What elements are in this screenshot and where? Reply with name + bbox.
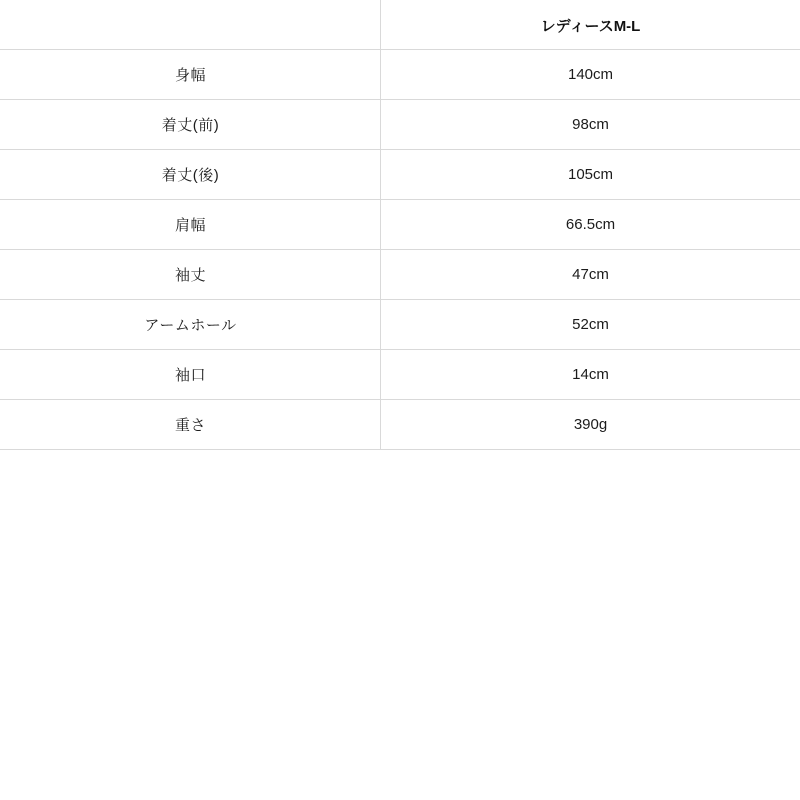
measurement-label: 重さ — [1, 400, 381, 450]
measurement-label: 肩幅 — [1, 200, 381, 250]
table-row — [1, 250, 800, 300]
column-header-label — [1, 1, 381, 50]
measurement-value: 14cm — [381, 350, 800, 400]
measurement-value: 47cm — [381, 250, 800, 300]
measurement-value: 390g — [381, 400, 800, 450]
measurement-label: 着丈(前) — [1, 100, 381, 150]
table-row — [1, 100, 800, 150]
measurement-value: 105cm — [381, 150, 800, 200]
measurement-value: 52cm — [381, 300, 800, 350]
table-row — [1, 300, 800, 350]
table-row — [1, 400, 800, 450]
measurement-value: 98cm — [381, 100, 800, 150]
measurement-label: アームホール — [1, 300, 381, 350]
measurement-label: 袖口 — [1, 350, 381, 400]
measurement-label: 袖丈 — [1, 250, 381, 300]
table-row — [1, 200, 800, 250]
table-header — [1, 1, 800, 50]
measurement-label: 身幅 — [1, 50, 381, 100]
table-row — [1, 350, 800, 400]
table-row — [1, 50, 800, 100]
table-row — [1, 150, 800, 200]
column-header-size: レディースM-L — [381, 1, 800, 50]
table-header-row — [1, 1, 800, 50]
measurement-value: 140cm — [381, 50, 800, 100]
measurement-label: 着丈(後) — [1, 150, 381, 200]
measurement-value: 66.5cm — [381, 200, 800, 250]
table-body — [1, 50, 800, 450]
